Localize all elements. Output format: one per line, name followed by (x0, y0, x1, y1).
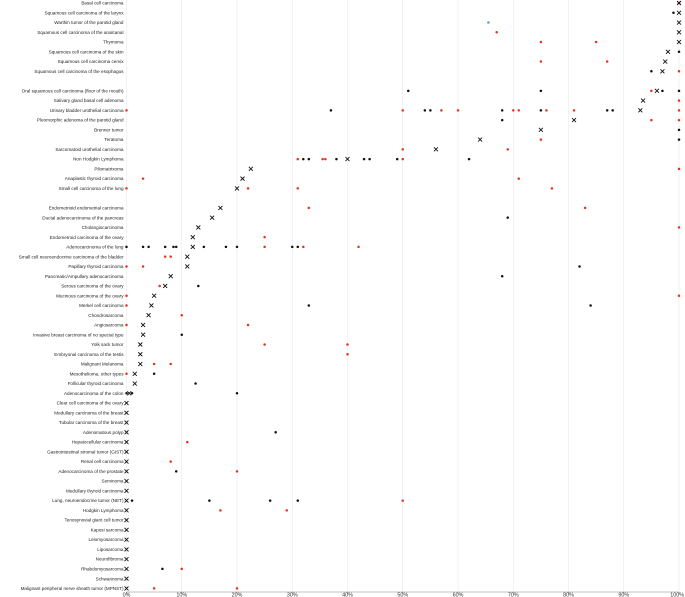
red-point (125, 304, 128, 307)
black-point (203, 246, 206, 249)
red-point (158, 285, 161, 288)
red-point (346, 353, 349, 356)
black-point (197, 285, 200, 288)
category-label: Mesothelioma, other types (69, 371, 124, 377)
category-label: Chondrosarcoma (88, 312, 124, 318)
median-cross-marker (133, 382, 137, 386)
category-label: Papillary thyroid carcinoma (68, 264, 124, 270)
red-point (678, 119, 681, 122)
category-label: Ductal adenocarcinoma of the pancreas (42, 215, 124, 221)
red-point (186, 441, 189, 444)
red-point (125, 265, 128, 268)
red-point (678, 168, 681, 171)
red-point (678, 294, 681, 297)
x-tick-label: 100% (670, 592, 684, 597)
red-point (297, 187, 300, 190)
black-point (468, 158, 471, 161)
median-cross-marker (638, 108, 642, 112)
median-cross-marker (185, 255, 189, 259)
red-point (263, 246, 266, 249)
black-point (506, 216, 509, 219)
black-point (125, 392, 128, 395)
x-tick-label: 80% (563, 592, 574, 597)
black-point (291, 246, 294, 249)
category-label: Renal cell carcinoma (80, 459, 124, 465)
red-point (573, 109, 576, 112)
black-point (225, 246, 228, 249)
black-point (578, 265, 581, 268)
category-label: Yolk sack tumor (91, 342, 124, 348)
category-label: Endometrioid endometrial carcinoma (48, 205, 124, 211)
x-axis-ticks (123, 592, 685, 597)
black-point (302, 158, 305, 161)
black-point (308, 158, 311, 161)
red-point (263, 343, 266, 346)
category-label: Adenomatous polyp (82, 429, 124, 435)
category-label: Malignant peripheral nerve sheath tumor (MPNST) (20, 586, 124, 592)
category-label: Liposarcoma (97, 546, 124, 552)
black-point (501, 109, 504, 112)
category-label: Lung, neuroendocrine tumor (NET) (52, 498, 124, 504)
median-cross-marker (663, 60, 667, 64)
median-cross-marker (152, 294, 156, 298)
x-tick-label: 20% (231, 592, 243, 597)
red-point (650, 119, 653, 122)
red-point (678, 99, 681, 102)
category-label: Seminoma (101, 478, 124, 484)
black-point (650, 70, 653, 73)
median-cross-marker (218, 206, 222, 210)
category-labels (19, 1, 124, 591)
category-label: Brenner tumor (94, 127, 124, 133)
category-label: Gastrointestinal stromal tumor (GIST) (47, 449, 124, 455)
black-point (407, 90, 410, 93)
category-label: Pleomorphic adenoma of the parotid gland (36, 117, 124, 123)
black-point (131, 499, 134, 502)
red-point (181, 568, 184, 571)
red-point (650, 90, 653, 93)
red-point (402, 499, 405, 502)
median-cross-marker (169, 274, 173, 278)
median-cross-marker (141, 333, 145, 337)
red-point (125, 373, 128, 376)
median-cross-marker (138, 352, 142, 356)
median-cross-marker (196, 225, 200, 229)
red-point (584, 207, 587, 210)
black-point (308, 304, 311, 307)
black-point (606, 109, 609, 112)
red-point (308, 207, 311, 210)
black-point (131, 392, 134, 395)
median-cross-marker (149, 303, 153, 307)
category-label: Squamous cell carcinoma of the larynx (44, 10, 124, 16)
median-cross-marker (655, 89, 659, 93)
category-label: Warthin tumor of the parotid gland (54, 20, 124, 26)
black-point (589, 304, 592, 307)
median-cross-marker (434, 147, 438, 151)
median-cross-marker (539, 128, 543, 132)
red-point (678, 109, 681, 112)
category-label: Squamous cell carcinoma cervix (57, 59, 124, 65)
red-point (540, 41, 543, 44)
x-tick-label: 90% (618, 592, 630, 597)
median-cross-marker (127, 391, 131, 395)
red-point (678, 226, 681, 229)
red-point (236, 470, 239, 473)
category-label: Angiosarcoma (94, 322, 124, 328)
blue-point (487, 21, 490, 24)
category-label: Small cell carcinoma of the lung (58, 185, 124, 191)
category-label: Anaplastic thyroid carcinoma (64, 176, 124, 182)
x-tick-label: 30% (286, 592, 298, 597)
category-label: Neurofibroma (95, 556, 124, 562)
median-cross-marker (141, 323, 145, 327)
red-point (595, 41, 598, 44)
red-point (457, 109, 460, 112)
category-label: Merkel cell carcinoma (79, 303, 124, 309)
black-point (208, 499, 211, 502)
category-label: Tubular carcinoma of the breast (58, 420, 124, 426)
red-point (495, 31, 498, 34)
red-point (125, 324, 128, 327)
black-point (269, 499, 272, 502)
red-point (125, 187, 128, 190)
median-cross-marker (185, 264, 189, 268)
black-point (161, 568, 164, 571)
red-point (169, 255, 172, 258)
category-label: Adenocarcinoma of the colon (63, 390, 124, 396)
x-tick-label: 60% (452, 592, 464, 597)
category-label: Pilomatrixoma (94, 166, 124, 172)
median-cross-marker (138, 362, 142, 366)
red-point (346, 343, 349, 346)
black-point (429, 109, 432, 112)
median-cross-marker (241, 177, 245, 181)
category-label: Squamous cell carcinoma of the skin (48, 49, 124, 55)
black-point (678, 51, 681, 54)
black-point (678, 129, 681, 132)
red-point (263, 236, 266, 239)
black-point (335, 158, 338, 161)
red-point (142, 265, 145, 268)
category-label: Clear cell carcinoma of the ovary (56, 400, 124, 406)
grid-layer (127, 0, 680, 592)
black-point (236, 246, 239, 249)
x-tick-label: 70% (507, 592, 519, 597)
black-point (181, 333, 184, 336)
red-point (518, 109, 521, 112)
category-label: Medullary thyroid carcinoma (66, 488, 124, 494)
red-point (164, 255, 167, 258)
black-point (194, 382, 197, 385)
x-tick-label: 10% (176, 592, 188, 597)
category-label: Squamous cell carcinoma of the esophagus (34, 68, 124, 74)
category-label: Tenosynovial giant cell tumor (64, 517, 124, 523)
black-point (236, 392, 239, 395)
red-point (678, 70, 681, 73)
black-point (501, 275, 504, 278)
category-label: Oral squamous cell carcinoma (floor of the mouth) (21, 88, 124, 94)
red-point (540, 138, 543, 141)
black-point (172, 246, 175, 249)
category-label: Medullary carcinoma of the breast (54, 410, 124, 416)
median-cross-marker (641, 99, 645, 103)
red-point (125, 109, 128, 112)
category-label: Adenocarcinoma of the prostate (58, 468, 124, 474)
category-label: Cholangiocarcinoma (81, 225, 124, 231)
category-label: Invasive breast carcinoma of no special type (33, 332, 124, 338)
median-cross-marker (478, 138, 482, 142)
black-point (330, 109, 333, 112)
red-point (540, 60, 543, 63)
black-point (424, 109, 427, 112)
black-point (672, 12, 675, 15)
median-cross-marker (249, 167, 253, 171)
black-point (175, 246, 178, 249)
red-point (518, 177, 521, 180)
category-label: Non Hodgkin Lymphoma (73, 156, 124, 162)
category-label: Malignant Melanoma (80, 361, 124, 367)
black-point (501, 119, 504, 122)
black-point (678, 138, 681, 141)
category-label: Small cell neuroendocrine carcinoma of the bladder (18, 254, 124, 260)
median-cross-marker (572, 118, 576, 122)
category-label: Embryonal carcinoma of the testis (54, 351, 124, 357)
median-cross-marker (660, 69, 664, 73)
x-tick-label: 40% (342, 592, 353, 597)
red-point (153, 587, 156, 590)
median-cross-marker (133, 372, 137, 376)
category-label: Pancreatic/Ampullary adenocarcinoma (44, 273, 124, 279)
black-point (147, 246, 150, 249)
red-point (402, 148, 405, 151)
category-label: Kaposi sarcoma (90, 527, 124, 533)
red-point (297, 158, 300, 161)
x-tick-label: 0% (122, 592, 131, 597)
category-label: Urinary bladder urothelial carcinoma (49, 107, 124, 113)
black-point (297, 246, 300, 249)
median-cross-marker (191, 245, 195, 249)
category-label: Teratoma (104, 137, 124, 143)
category-label: Squamous cell carcinoma of the analcanal (37, 29, 124, 35)
black-point (611, 109, 614, 112)
median-cross-marker (138, 342, 142, 346)
red-point (321, 158, 324, 161)
x-tick-label: 50% (397, 592, 409, 597)
red-point (169, 460, 172, 463)
category-label: Adenocarcinoma of the lung (66, 244, 124, 250)
red-point (545, 109, 548, 112)
black-point (661, 90, 664, 93)
category-label: Salivary gland basal cell adenoma (53, 98, 124, 104)
red-point (285, 509, 288, 512)
black-point (274, 431, 277, 434)
median-cross-marker (210, 216, 214, 220)
median-cross-marker (191, 235, 195, 239)
black-point (678, 90, 681, 93)
category-label: Leiomyosarcoma (88, 537, 124, 543)
black-point (363, 158, 366, 161)
category-label: Endometroid carcinoma of the ovary (49, 234, 124, 240)
black-point (297, 499, 300, 502)
red-point (357, 246, 360, 249)
black-point (175, 470, 178, 473)
median-cross-marker (666, 50, 670, 54)
red-point (324, 158, 327, 161)
black-point (540, 109, 543, 112)
red-point (247, 187, 250, 190)
category-label: Schwannoma (95, 576, 124, 582)
category-label: Hodgkin Lymphoma (82, 507, 124, 513)
red-point (506, 148, 509, 151)
red-point (606, 60, 609, 63)
black-point (540, 90, 543, 93)
category-label: Follicular thyroid carcinoma (67, 381, 124, 387)
black-point (396, 158, 399, 161)
red-point (236, 587, 239, 590)
black-point (164, 246, 167, 249)
category-label: Mucinous carcinoma of the ovary (56, 293, 124, 299)
category-label: Rhabdomyosarcoma (81, 566, 124, 572)
black-point (153, 373, 156, 376)
category-label: Serous carcinoma of the ovary (61, 283, 124, 289)
red-point (551, 187, 554, 190)
black-point (142, 246, 145, 249)
category-label: Hepatocellular carcinoma (71, 439, 124, 445)
red-point (440, 109, 443, 112)
median-cross-marker (163, 284, 167, 288)
red-point (181, 314, 184, 317)
median-cross-marker (147, 313, 151, 317)
red-point (153, 363, 156, 366)
red-point (302, 246, 305, 249)
category-label: Thymoma (103, 39, 124, 45)
red-point (402, 158, 405, 161)
red-point (142, 177, 145, 180)
category-label: Basal cell carcinoma (81, 0, 124, 6)
red-point (512, 109, 515, 112)
red-point (169, 363, 172, 366)
red-point (219, 509, 222, 512)
black-point (125, 246, 128, 249)
black-point (368, 158, 371, 161)
red-point (402, 109, 405, 112)
red-point (247, 324, 250, 327)
red-point (125, 294, 128, 297)
category-label: Sarcomatoid urothelial carcinoma (55, 146, 124, 152)
